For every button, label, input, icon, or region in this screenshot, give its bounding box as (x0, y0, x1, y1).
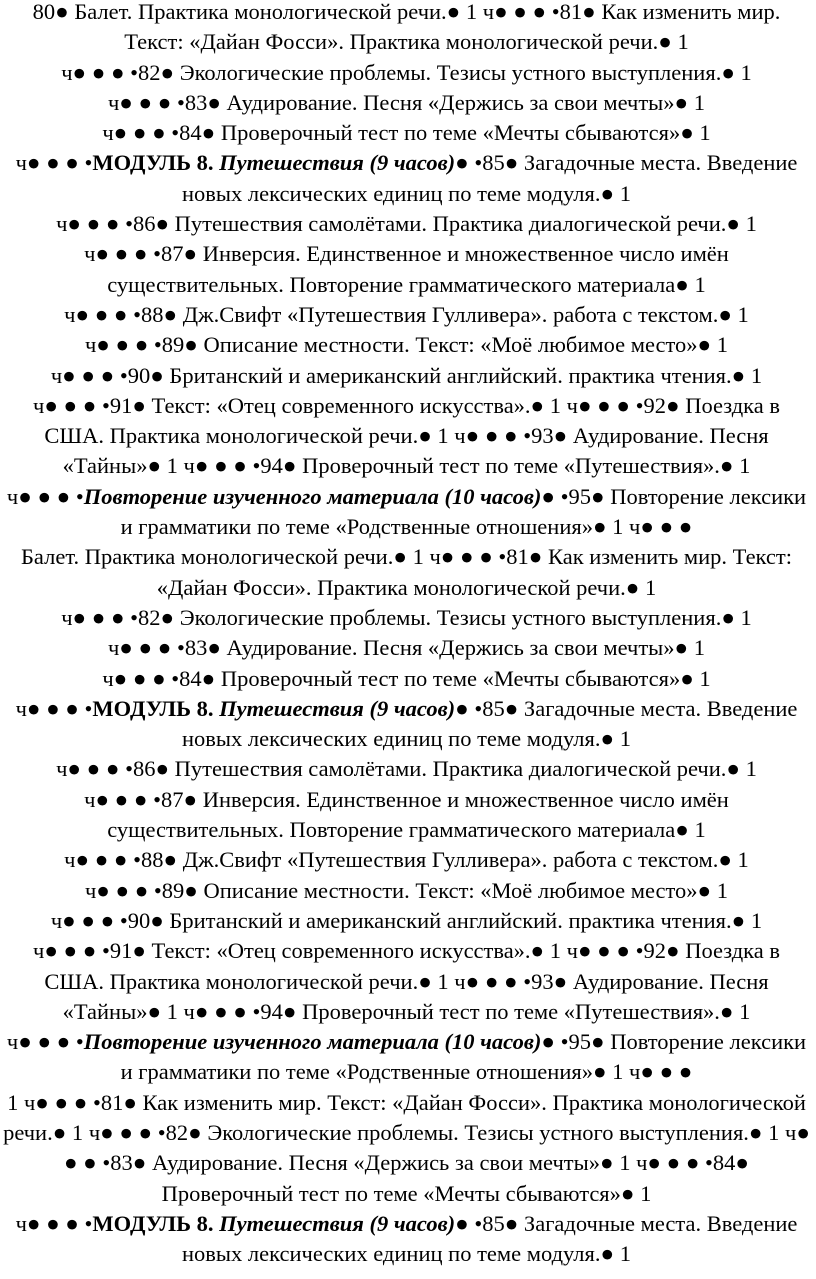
para-lesson-90: ч● ● ● •90● Британский и американский английский. практика чтения.● 1 (50, 362, 763, 388)
para-lessons-91-94: ч● ● ● •91● Текст: «Отец современного искусства».● 1 ч● ● ● •92● Поездка в США. Практика монологической речи.● 1 ч● ● ● •93● Аудирование. Песня «Тайны»● 1 ч● ● ● •94● Проверочный тест по теме «Путешествия».● 1 (33, 938, 780, 1024)
module-8-title: Путешествия (9 часов) (219, 150, 456, 176)
para-lesson-89: ч● ● ● •89● Описание местности. Текст: «Моё любимое место»● 1 (84, 332, 729, 358)
para-lessons-91-94: ч● ● ● •91● Текст: «Отец современного искусства».● 1 ч● ● ● •92● Поездка в США. Практика монологической речи.● 1 ч● ● ● •93● Аудирование. Песня «Тайны»● 1 ч● ● ● •94● Проверочный тест по теме «Путешествия».● 1 (33, 392, 780, 479)
module-8-prefix: ч● ● ● • (15, 150, 93, 176)
para-lesson-87: ч● ● ● •87● Инверсия. Единственное и множественное число имён существительных. Повторение грамматического материала● 1 (84, 241, 729, 297)
module-8-prefix: ч● ● ● • (15, 1210, 93, 1236)
para-lessons-81-84 (3, 1088, 810, 1209)
para-module-8-heading (3, 148, 810, 209)
lesson-85-text: ● •85● Загадочные места. Введение новых лексических единиц по теме модуля.● 1 (182, 695, 798, 752)
para-lesson-83: ч● ● ● •83● Аудирование. Песня «Держись за свои мечты»● 1 (107, 635, 706, 661)
lesson-82-text: ч● ● ● •82● Экологические проблемы. Тезисы устного выступления.● 1 (88, 1119, 780, 1145)
para-lesson-87: ч● ● ● •87● Инверсия. Единственное и множественное число имён существительных. Повторение грамматического материала● 1 (84, 786, 729, 843)
lesson-81-text: ч● ● ● •81● Как изменить мир. Текст: «Дайан Фосси». Практика монологической речи.● 1 (3, 1089, 806, 1145)
para-lesson-82: ч● ● ● •82● Экологические проблемы. Тезисы устного выступления.● 1 (61, 59, 752, 85)
para-lesson-84: ч● ● ● •84● Проверочный тест по теме «Мечты сбываются»● 1 (102, 120, 711, 146)
module-8-prefix: ч● ● ● • (15, 695, 93, 721)
lesson-84-text: ч● ● ● •84● Проверочный тест по теме «Мечты сбываются»● 1 (161, 1150, 750, 1206)
para-module-8-heading (3, 1209, 810, 1270)
lesson-80-text: 80● Балет. Практика монологической речи.● 1 (32, 0, 478, 24)
lesson-85-text: ● •85● Загадочные места. Введение новых лексических единиц по теме модуля.● 1 (182, 1210, 798, 1267)
lesson-95-text: ● •95● Повторение лексики и грамматики по теме «Родственные отношения»● 1 ч● ● ● (120, 483, 807, 540)
module-8-label: МОДУЛЬ 8. (92, 1210, 220, 1236)
review-prefix: ч● ● ● • (6, 1029, 84, 1055)
lesson-83-text: ч● ● ● •83● Аудирование. Песня «Держись за свои мечты»● 1 (63, 1119, 810, 1176)
lesson-80-text: Балет. Практика монологической речи.● 1 (21, 544, 424, 570)
para-lesson-80-81 (3, 0, 810, 58)
lesson-85-text: ● •85● Загадочные места. Введение новых лексических единиц по теме модуля.● 1 (182, 150, 798, 206)
review-title: Повторение изученного материала (10 часов) (83, 483, 542, 509)
para-lesson-86: ч● ● ● •86● Путешествия самолётами. Практика диалогической речи.● 1 (56, 756, 757, 782)
review-prefix: ч● ● ● • (6, 483, 84, 509)
para-lesson-90: ч● ● ● •90● Британский и американский английский. практика чтения.● 1 (50, 907, 763, 933)
para-lesson-83: ч● ● ● •83● Аудирование. Песня «Держись за свои мечты»● 1 (107, 89, 706, 115)
lesson-95-text: ● •95● Повторение лексики и грамматики по теме «Родственные отношения»● 1 ч● ● ● (120, 1029, 807, 1085)
review-title: Повторение изученного материала (10 часов) (83, 1029, 542, 1055)
para-lesson-88: ч● ● ● •88● Дж.Свифт «Путешествия Гулливера». работа с текстом.● 1 (64, 301, 749, 327)
module-8-label: МОДУЛЬ 8. (92, 150, 220, 176)
module-8-title: Путешествия (9 часов) (219, 1210, 456, 1236)
para-lesson-89: ч● ● ● •89● Описание местности. Текст: «Моё любимое место»● 1 (84, 877, 729, 903)
module-8-title: Путешествия (9 часов) (219, 695, 456, 721)
para-review-heading (3, 1027, 810, 1088)
para-review-heading (3, 482, 810, 543)
lesson-81-text: ч● ● ● •81● Как изменить мир. Текст: «Дайан Фосси». Практика монологической речи.● 1 (156, 544, 792, 600)
para-lesson-82: ч● ● ● •82● Экологические проблемы. Тезисы устного выступления.● 1 (61, 604, 752, 630)
para-lesson-84: ч● ● ● •84● Проверочный тест по теме «Мечты сбываются»● 1 (102, 665, 711, 691)
lesson-81-text: ч● ● ● •81● Как изменить мир. Текст: «Дайан Фосси». Практика монологической речи.● 1 (124, 0, 781, 55)
para-lesson-86: ч● ● ● •86● Путешествия самолётами. Практика диалогической речи.● 1 (56, 211, 757, 237)
para-module-8-heading (3, 694, 810, 755)
module-8-label: МОДУЛЬ 8. (92, 695, 220, 721)
para-lesson-80-81 (3, 542, 810, 603)
hours-one: 1 (7, 1089, 24, 1115)
para-lesson-88: ч● ● ● •88● Дж.Свифт «Путешествия Гулливера». работа с текстом.● 1 (64, 847, 749, 873)
